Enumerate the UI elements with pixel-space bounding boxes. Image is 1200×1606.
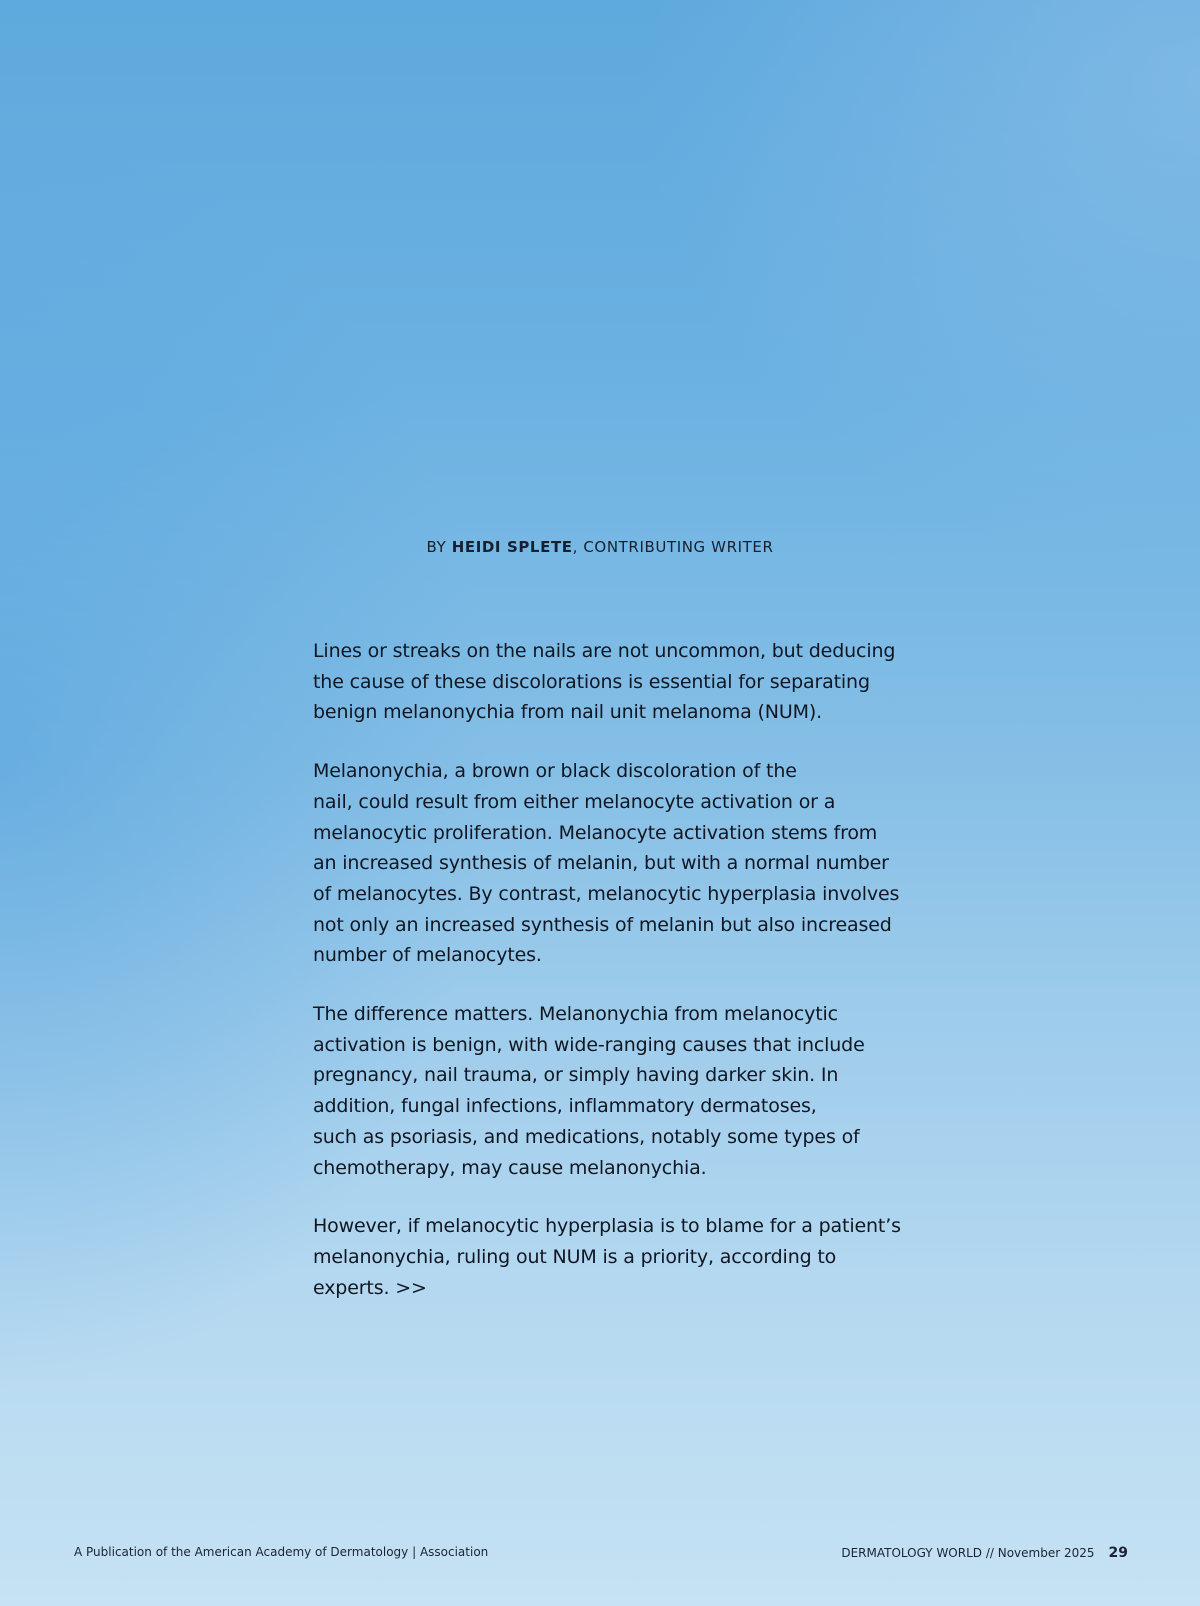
byline-prefix: BY	[426, 538, 452, 556]
footer-issue-info	[841, 1545, 1128, 1561]
article-paragraph-2: Melanonychia, a brown or black discoloration of the nail, could result from either melanocyte activation or a melanocytic proliferation. Melanocyte activation stems from an increased synthesis of melanin, but with a normal number of melanocytes. By contrast, melanocytic hyperplasia involves not only an increased synthesis of melanin but also increased number of melanocytes.	[313, 760, 900, 967]
page-number: 29	[1108, 1545, 1128, 1561]
article-paragraph-4: However, if melanocytic hyperplasia is to blame for a patient’s melanonychia, ruling out NUM is a priority, according to experts. >>	[313, 1215, 901, 1299]
article-paragraph-3: The difference matters. Melanonychia from melanocytic activation is benign, with wide-ranging causes that include pregnancy, nail trauma, or simply having darker skin. In addition, fungal infections, inflammatory dermatoses, such as psoriasis, and medications, notably some types of chemotherapy, may cause melanonychia.	[313, 1003, 865, 1179]
article-paragraph-1: Lines or streaks on the nails are not uncommon, but deducing the cause of these discolorations is essential for separating benign melanonychia from nail unit melanoma (NUM).	[313, 640, 896, 724]
footer-publication: A Publication of the American Academy of Dermatology | Association	[74, 1545, 489, 1559]
byline-role: , CONTRIBUTING WRITER	[572, 538, 774, 556]
article-body	[313, 636, 903, 1331]
byline	[0, 538, 1200, 556]
byline-author: HEIDI SPLETE	[451, 538, 573, 556]
footer-magazine-issue: DERMATOLOGY WORLD // November 2025	[841, 1546, 1095, 1560]
